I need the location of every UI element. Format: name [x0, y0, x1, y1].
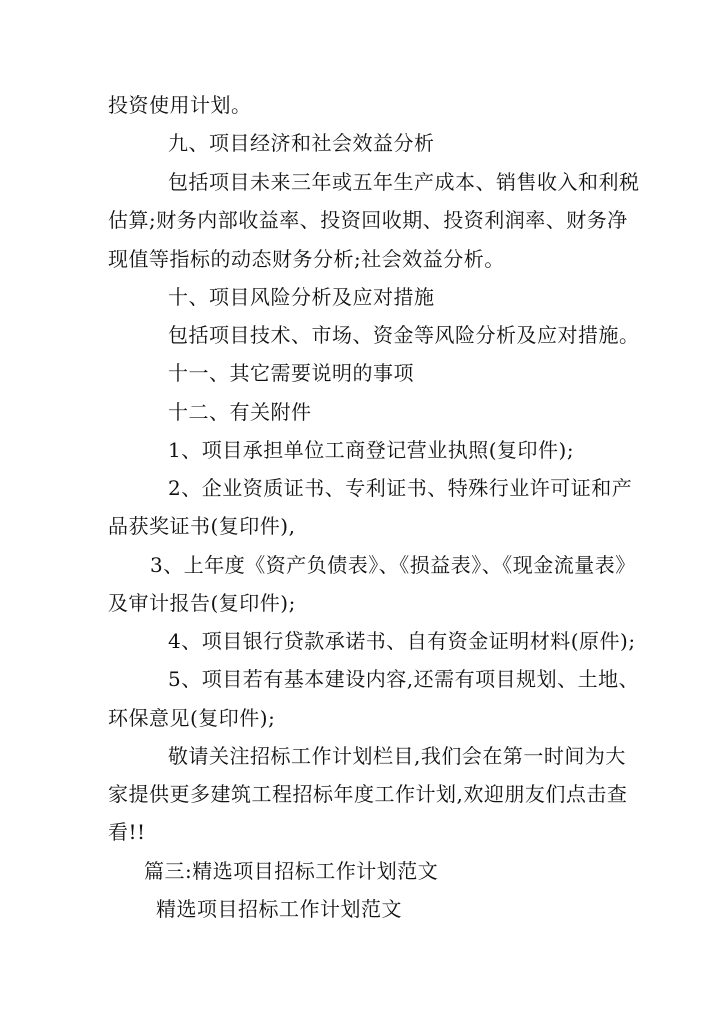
text-line: 家提供更多建筑工程招标年度工作计划,欢迎朋友们点击查 — [108, 782, 628, 806]
text-line: 包括项目技术、市场、资金等风险分析及应对措施。 — [168, 323, 640, 347]
text-line: 敬请关注招标工作计划栏目,我们会在第一时间为大 — [168, 744, 626, 768]
list-item-continuation: 品获奖证书(复印件), — [108, 514, 296, 538]
list-item-continuation: 环保意见(复印件); — [108, 706, 276, 730]
text-line: 看!! — [108, 820, 146, 844]
section-heading: 十二、有关附件 — [168, 400, 312, 424]
chapter-heading: 篇三:精选项目招标工作计划范文 — [144, 859, 439, 883]
text-line: 估算;财务内部收益率、投资回收期、投资利润率、财务净 — [108, 208, 628, 232]
list-item-continuation: 及审计报告(复印件); — [108, 591, 296, 615]
section-heading: 十一、其它需要说明的事项 — [168, 361, 414, 385]
list-item: 2、企业资质证书、专利证书、特殊行业许可证和产 — [168, 476, 633, 500]
section-heading: 九、项目经济和社会效益分析 — [168, 131, 435, 155]
list-item: 5、项目若有基本建设内容,还需有项目规划、土地、 — [168, 667, 640, 691]
text-line: 包括项目未来三年或五年生产成本、销售收入和利税 — [168, 170, 640, 194]
chapter-title: 精选项目招标工作计划范文 — [156, 897, 402, 921]
list-item: 3、上年度《资产负债表》、《损益表》、《现金流量表》 — [150, 553, 636, 577]
list-item: 4、项目银行贷款承诺书、自有资金证明材料(原件); — [168, 629, 636, 653]
text-line: 投资使用计划。 — [108, 93, 252, 117]
section-heading: 十、项目风险分析及应对措施 — [168, 285, 435, 309]
list-item: 1、项目承担单位工商登记营业执照(复印件); — [168, 438, 575, 462]
text-line: 现值等指标的动态财务分析;社会效益分析。 — [108, 247, 505, 271]
